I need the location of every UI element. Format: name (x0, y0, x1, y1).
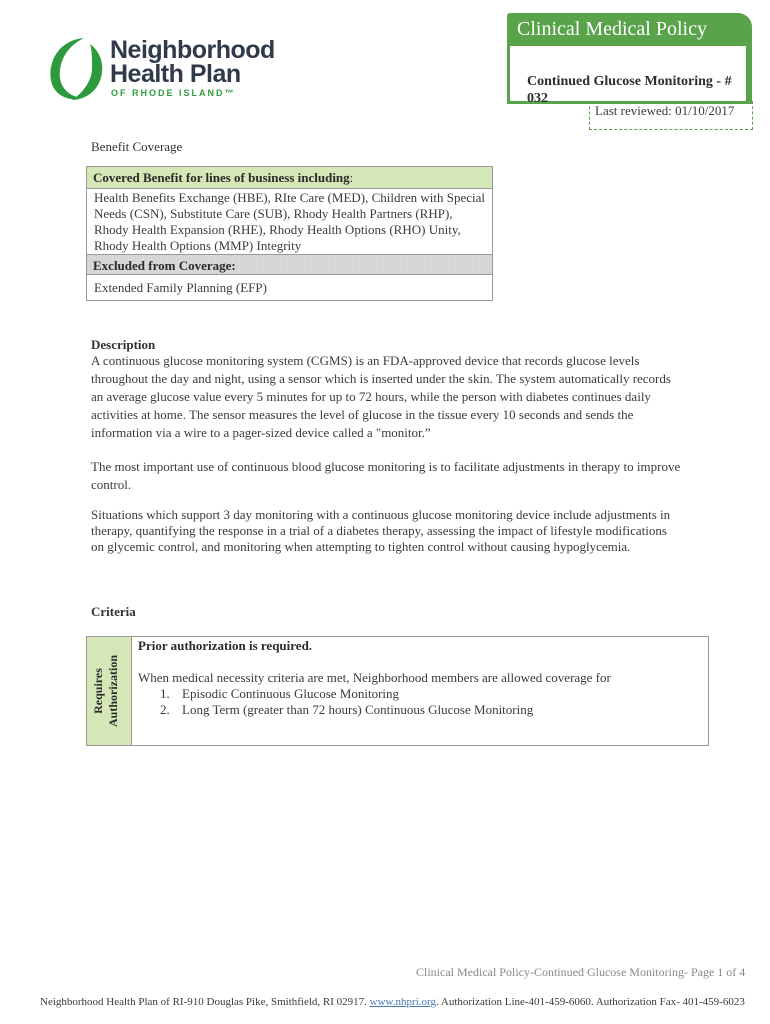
excluded-coverage-header: Excluded from Coverage: (87, 254, 492, 275)
policy-header (507, 13, 752, 133)
neighborhood-health-plan-logo (44, 34, 275, 104)
logo-line-1: Neighborhood (110, 36, 275, 64)
covered-benefit-header (87, 167, 492, 189)
description-paragraph-3: Situations which support 3 day monitoring with a continuous glucose monitoring device include adjustments in therapy, quantifying the response in a trial of a diabetes therapy, assessing the impact of lifestyle modifications on glycemic control, and monitoring when attempting to tighten control without causing hypoglycemia. (91, 507, 671, 554)
covered-benefit-colon: : (349, 170, 354, 185)
prior-authorization-text: Prior authorization is required. (138, 638, 313, 653)
footer-address (40, 996, 745, 1008)
last-reviewed: Last reviewed: 01/10/2017 (595, 103, 735, 118)
list-item-number: 1. (160, 686, 170, 701)
logo-line-2: Health Plan (110, 60, 241, 88)
covered-benefit-text: Health Benefits Exchange (HBE), RIte Care (MED), Children with Special Needs (CSN), Substitute Care (SUB), Rhody Health Partners (RHP), Rhody Health Expansion (RHE), Rhody Health Options (RHO) Unity, Rhody Health Options (MMP) Integrity (94, 190, 485, 253)
criteria-intro: When medical necessity criteria are met, Neighborhood members are allowed coverage for (138, 670, 611, 685)
description-paragraph-2: The most important use of continuous blood glucose monitoring is to facilitate adjustments in therapy to improve control. (91, 459, 681, 492)
policy-title: Clinical Medical Policy (517, 18, 707, 40)
list-item-number: 2. (160, 702, 170, 717)
covered-benefit-label: Covered Benefit for lines of business including (93, 170, 350, 185)
leaf-swoosh-icon (44, 34, 110, 104)
logo-line-3: OF RHODE ISLAND™ (111, 88, 236, 98)
requires-authorization-label: Requires Authorization (91, 655, 120, 727)
benefit-coverage-heading: Benefit Coverage (91, 139, 183, 154)
requires-authorization-side (87, 637, 132, 745)
criteria-heading: Criteria (91, 604, 136, 619)
website-link[interactable]: www.nhpri.org (369, 996, 436, 1008)
policy-name: Continued Glucose Monitoring - # 032 (527, 74, 732, 106)
list-item (138, 686, 533, 702)
excluded-coverage-text: Extended Family Planning (EFP) (94, 280, 267, 295)
footer-address-pre: Neighborhood Health Plan of RI-910 Douglas Pike, Smithfield, RI 02917. (40, 996, 370, 1008)
description-heading: Description (91, 337, 156, 352)
policy-title-bar (507, 13, 752, 46)
list-item-text: Episodic Continuous Glucose Monitoring (182, 686, 400, 701)
list-item (138, 702, 533, 718)
list-item-text: Long Term (greater than 72 hours) Continuous Glucose Monitoring (182, 702, 534, 717)
benefit-coverage-table (86, 166, 493, 301)
footer-address-post: . Authorization Line-401-459-6060. Authorization Fax- 401-459-6023 (435, 996, 745, 1008)
description-paragraph-1: A continuous glucose monitoring system (CGMS) is an FDA-approved device that records glucose levels throughout the day and night, using a sensor which is inserted under the skin. The system automatically records an average glucose value every 5 minutes for up to 72 hours, while the person with diabetes continues daily activities at home. The sensor measures the level of glucose in the tissue every 10 seconds and sends the information via a wire to a pager-sized device called a "monitor.” (91, 353, 671, 440)
footer-page-line: Clinical Medical Policy-Continued Glucose Monitoring- Page 1 of 4 (416, 965, 746, 979)
criteria-list (138, 686, 533, 718)
criteria-box (86, 636, 709, 746)
